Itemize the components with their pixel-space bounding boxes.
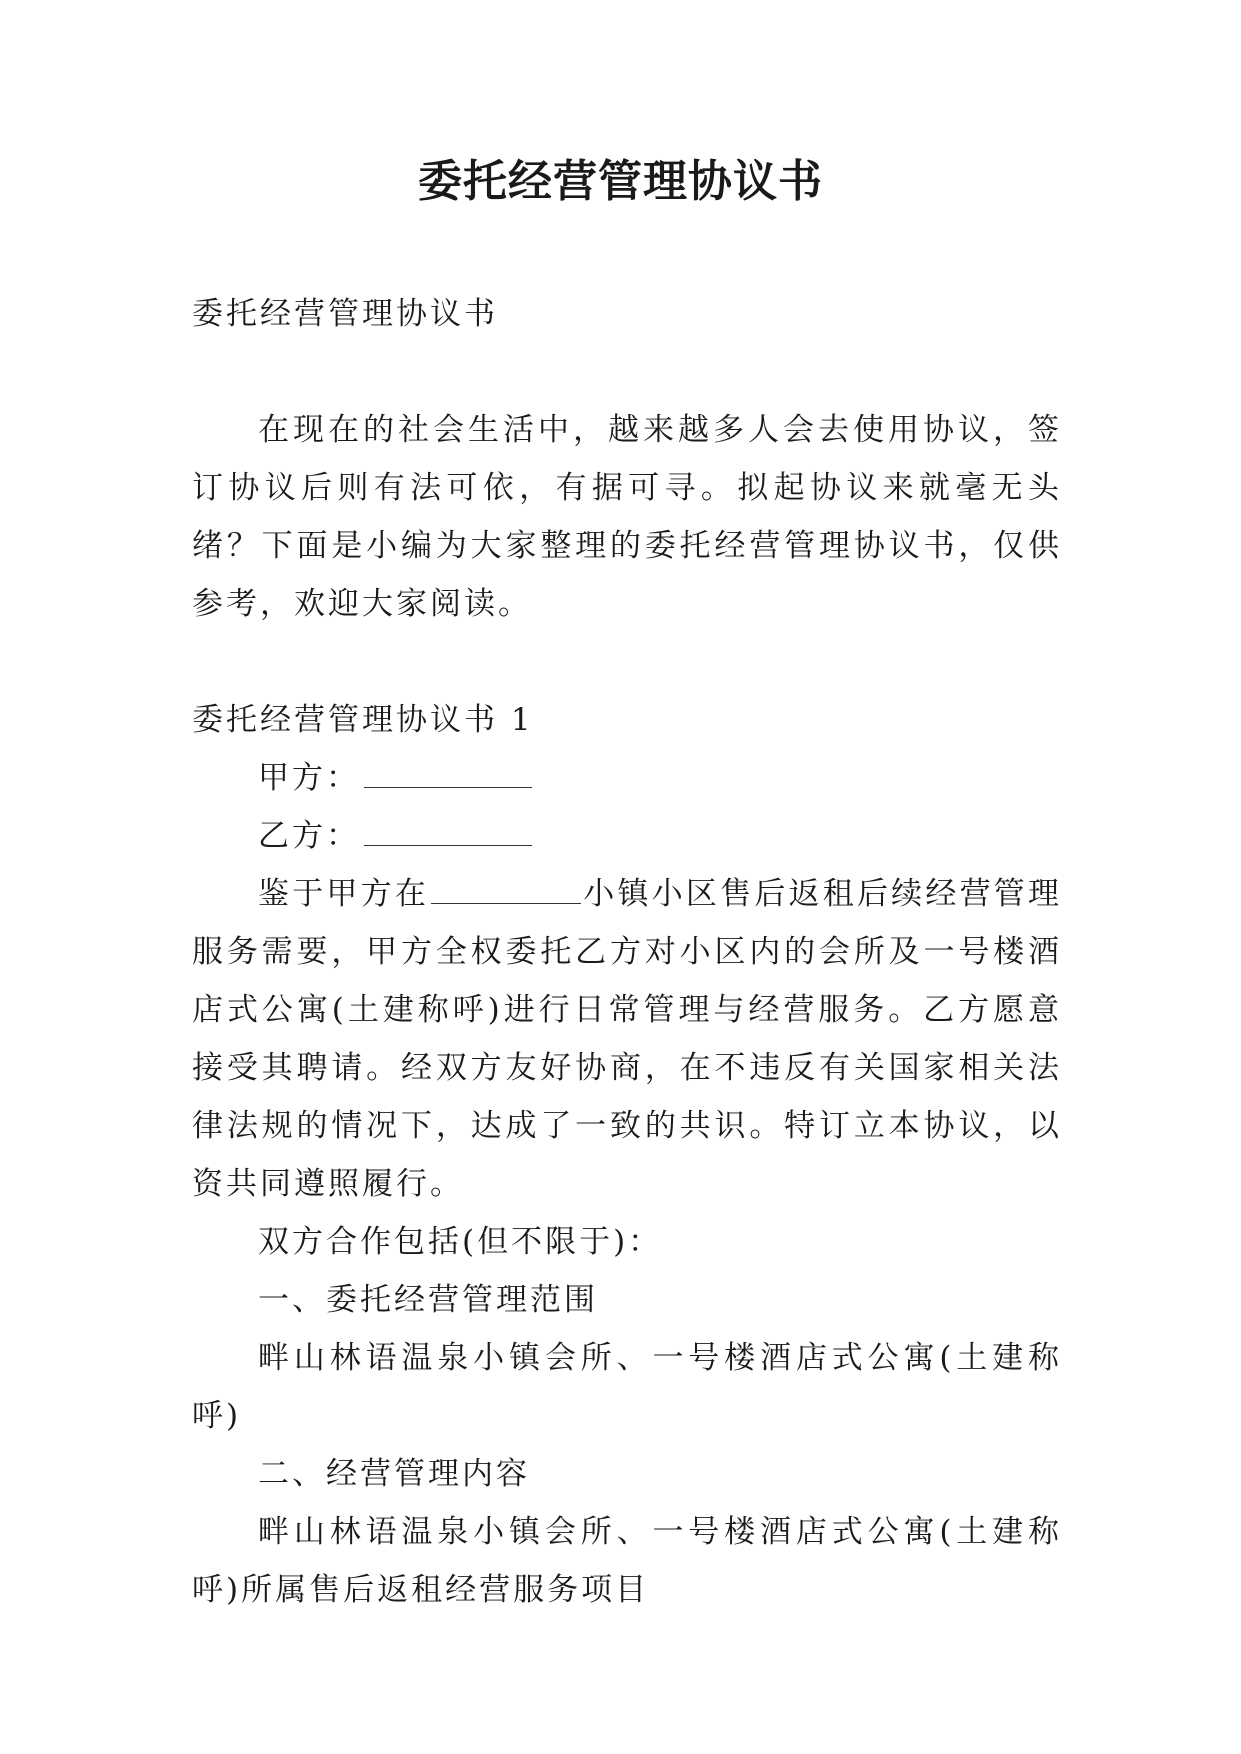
party-a-line <box>192 749 1062 807</box>
item1-body: 畔山林语温泉小镇会所、一号楼酒店式公寓(土建称呼) <box>192 1340 1062 1434</box>
party-b-blank[interactable] <box>364 819 532 846</box>
intro-paragraph: 在现在的社会生活中，越来越多人会去使用协议，签订协议后则有法可依，有据可寻。拟起协议来就毫无头绪？下面是小编为大家整理的委托经营管理协议书，仅供参考，欢迎大家阅读。 <box>192 412 1062 622</box>
recital-after-blank: 小镇小区售后返租后续经营管理服务需要，甲方全权委托乙方对小区内的会所及一号楼酒店式公寓(土建称呼)进行日常管理与经营服务。乙方愿意接受其聘请。经双方友好协商，在不违反有关国家相关法律法规的情况下，达成了一致的共识。特订立本协议，以资共同遵照履行。 <box>192 876 1063 1202</box>
recital-before-blank: 鉴于甲方在 <box>258 876 430 912</box>
item2-heading: 二、经营管理内容 <box>258 1456 530 1492</box>
party-b-line <box>192 807 1062 865</box>
item1-heading: 一、委托经营管理范围 <box>258 1282 598 1318</box>
party-a-blank[interactable] <box>364 761 532 788</box>
recital-paragraph <box>192 865 1062 1213</box>
document-body <box>192 285 1062 1619</box>
section-title: 委托经营管理协议书 1 <box>192 702 534 738</box>
item2-body: 畔山林语温泉小镇会所、一号楼酒店式公寓(土建称呼)所属售后返租经营服务项目 <box>192 1514 1062 1608</box>
party-a-label: 甲方： <box>258 760 360 796</box>
subtitle: 委托经营管理协议书 <box>192 296 498 332</box>
cooperation-line: 双方合作包括(但不限于)： <box>258 1224 663 1260</box>
location-blank[interactable] <box>431 877 581 904</box>
party-b-label: 乙方： <box>258 818 360 854</box>
document-title: 委托经营管理协议书 <box>418 156 823 207</box>
